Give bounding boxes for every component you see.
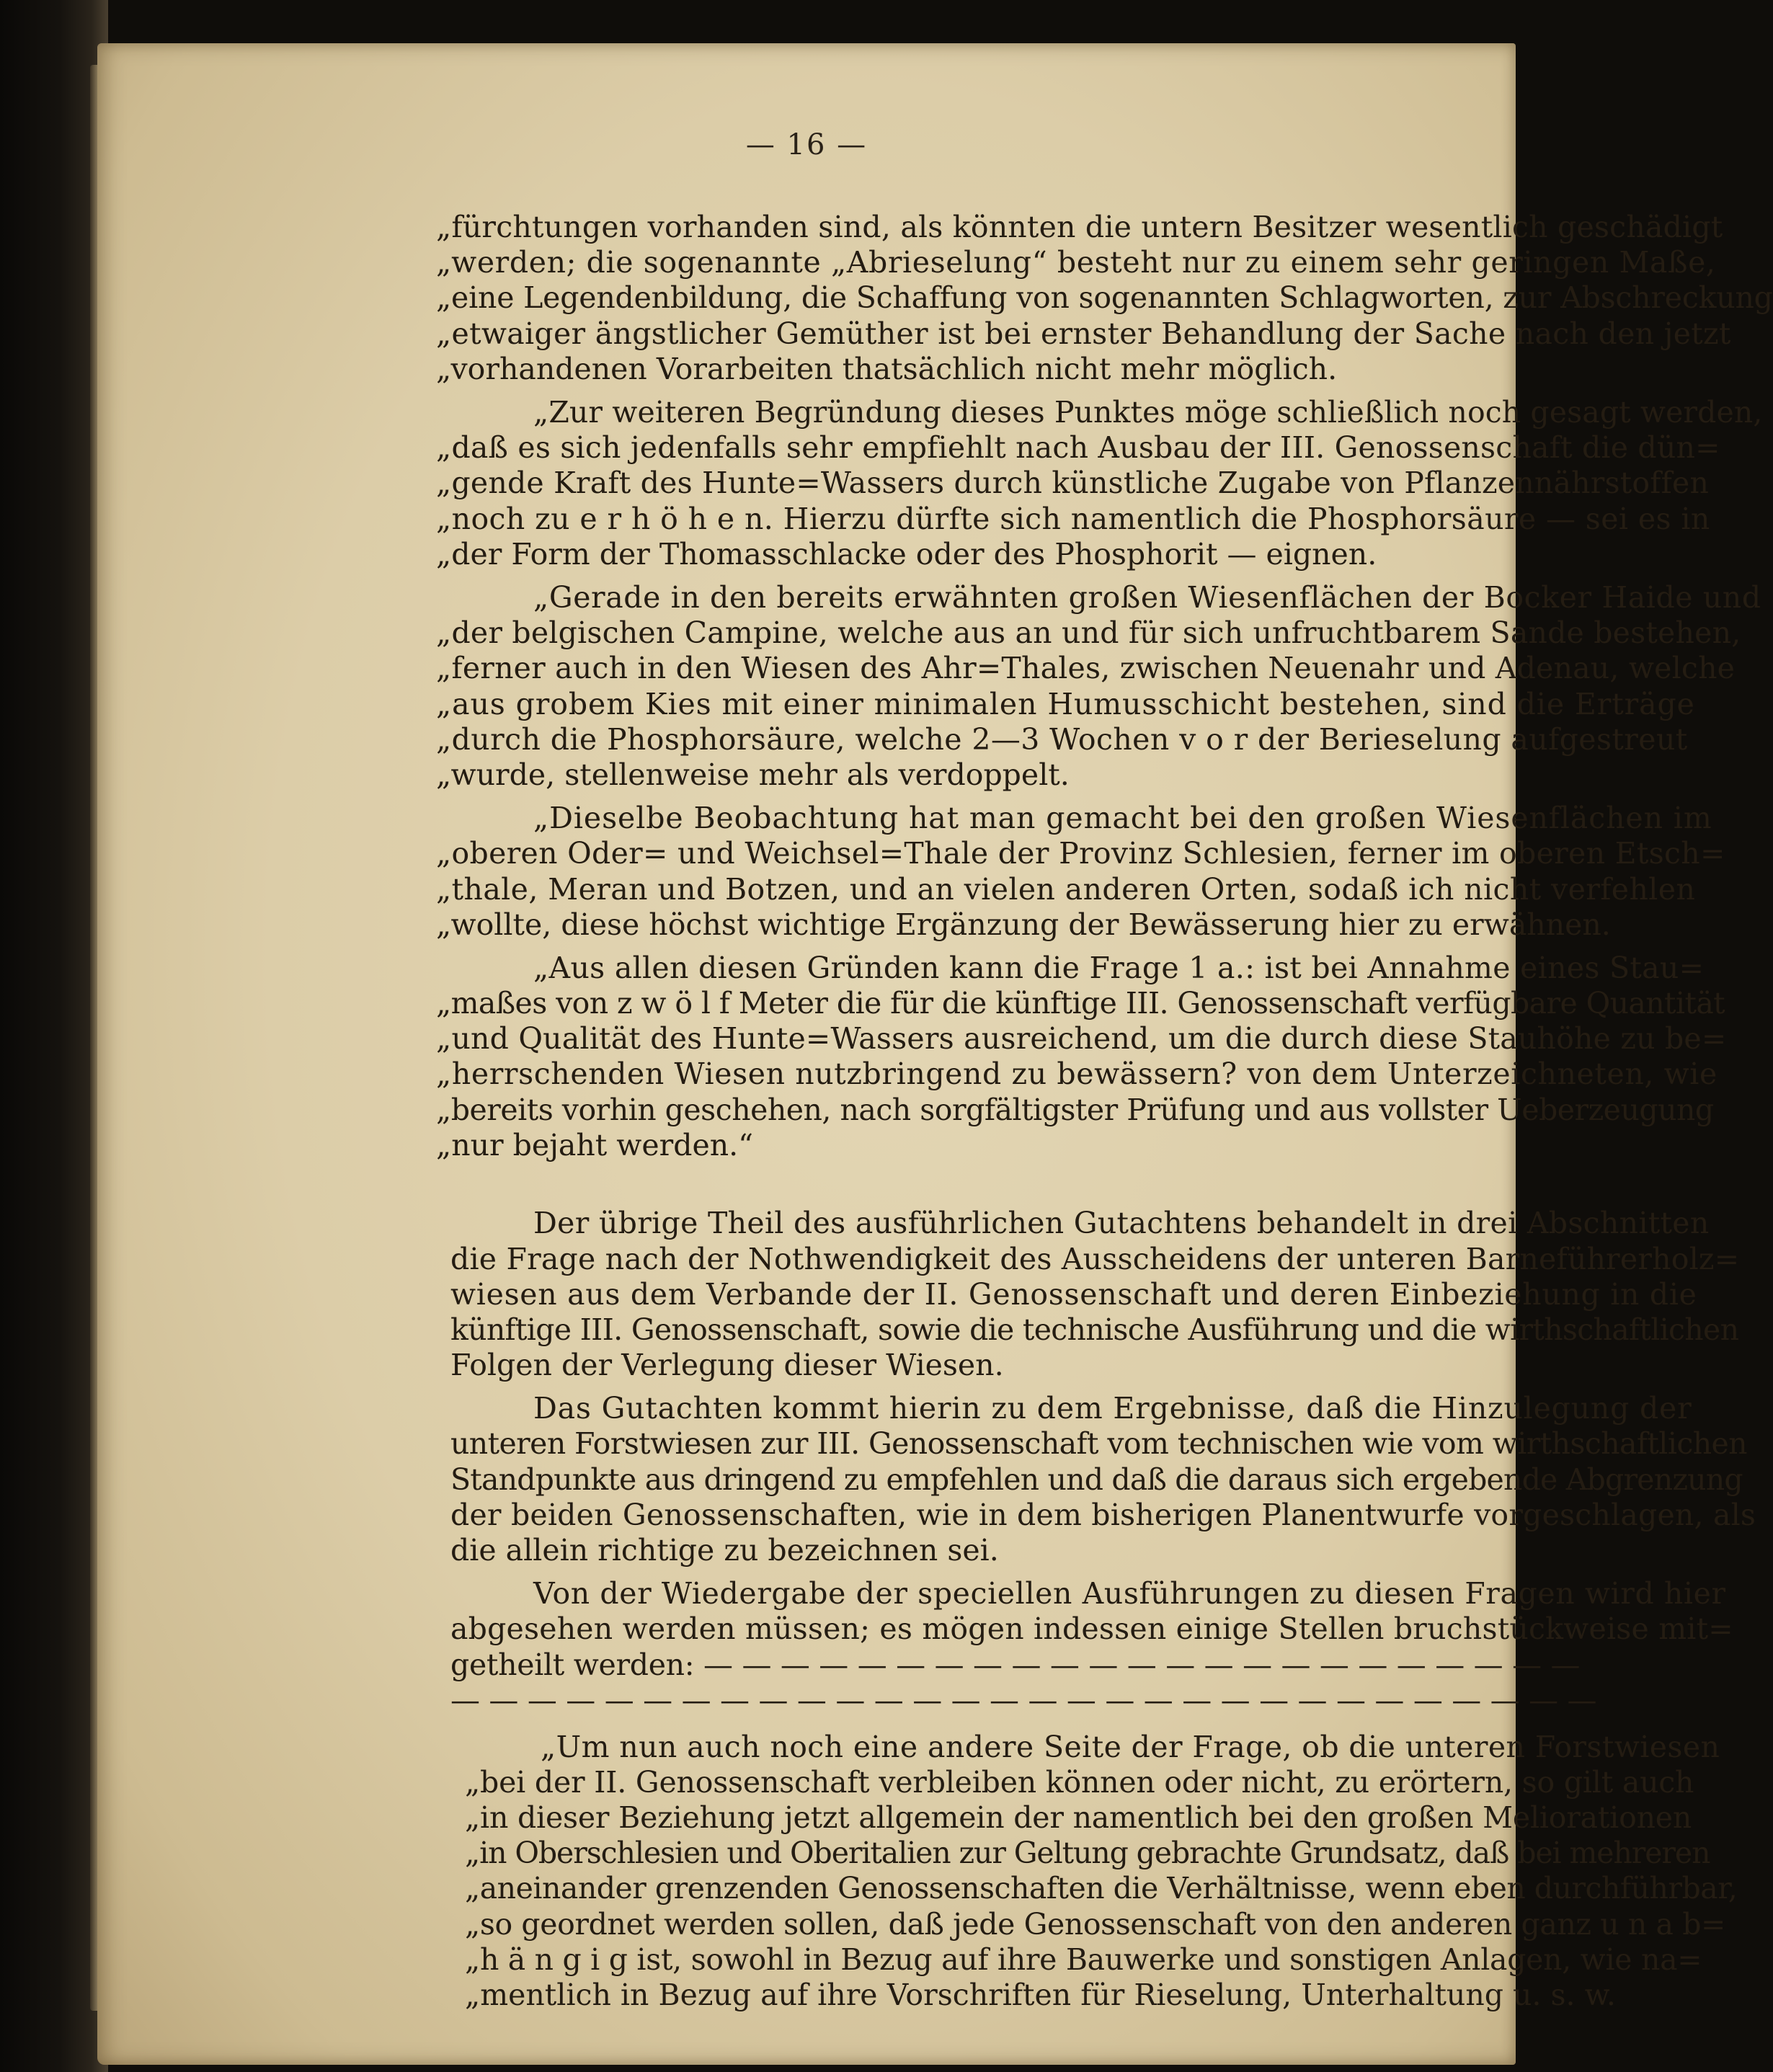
text-line: getheilt werden: — — — — — — — — — — — — — — — — — — — — — — — bbox=[450, 1647, 1581, 1682]
text-line: „in Oberschlesien und Oberitalien zur Geltung gebrachte Grundsatz, daß bei mehreren bbox=[465, 1836, 1710, 1871]
text-line: „Aus allen diesen Gründen kann die Frage 1 a.: ist bei Annahme eines Stau= bbox=[533, 950, 1705, 985]
page-number: — 16 — bbox=[745, 128, 868, 161]
text-line: „der belgischen Campine, welche aus an und für sich unfruchtbarem Sande bestehen, bbox=[436, 615, 1741, 651]
text-line: die Frage nach der Nothwendigkeit des Ausscheidens der unteren Barneführerholz= bbox=[450, 1241, 1740, 1276]
text-line: „oberen Oder= und Weichsel=Thale der Provinz Schlesien, ferner im oberen Etsch= bbox=[436, 836, 1725, 871]
text-line: „thale, Meran und Botzen, und an vielen anderen Orten, sodaß ich nicht verfehlen bbox=[436, 871, 1696, 907]
text-line: „gende Kraft des Hunte=Wassers durch künstliche Zugabe von Pflanzennährstoffen bbox=[436, 466, 1710, 501]
text-line: die allein richtige zu bezeichnen sei. bbox=[450, 1533, 999, 1568]
text-line: „noch zu e r h ö h e n. Hierzu dürfte sich namentlich die Phosphorsäure — sei es in bbox=[436, 501, 1710, 536]
text-line: „so geordnet werden sollen, daß jede Genossenschaft von den anderen ganz u n a b= bbox=[465, 1906, 1725, 1942]
text-line: „Dieselbe Beobachtung hat man gemacht bei den großen Wiesenflächen im bbox=[533, 801, 1712, 836]
text-line: „nur bejaht werden.“ bbox=[436, 1127, 754, 1162]
text-line: „ferner auch in den Wiesen des Ahr=Thales, zwischen Neuenahr und Adenau, welche bbox=[436, 651, 1736, 686]
text-line: „aus grobem Kies mit einer minimalen Humusschicht bestehen, sind die Erträge bbox=[436, 686, 1695, 721]
text-line: — — — — — — — — — — — — — — — — — — — — — — — — — — — — — — bbox=[450, 1682, 1597, 1717]
text-line: „fürchtungen vorhanden sind, als könnten die untern Besitzer wesentlich geschädigt bbox=[436, 210, 1723, 244]
text-line: „durch die Phosphorsäure, welche 2—3 Wochen v o r der Berieselung aufgestreut bbox=[436, 721, 1688, 757]
text-line: abgesehen werden müssen; es mögen indessen einige Stellen bruchstückweise mit= bbox=[450, 1611, 1733, 1647]
text-line: „werden; die sogenannte „Abrieselung“ besteht nur zu einem sehr geringen Maße, bbox=[436, 245, 1716, 280]
text-line: Das Gutachten kommt hierin zu dem Ergebnisse, daß die Hinzulegung der bbox=[533, 1391, 1692, 1426]
text-line: „wurde, stellenweise mehr als verdoppelt. bbox=[436, 757, 1070, 792]
text-line: Von der Wiedergabe der speciellen Ausführungen zu diesen Fragen wird hier bbox=[533, 1576, 1726, 1611]
text-line: „und Qualität des Hunte=Wassers ausreichend, um die durch diese Stauhöhe zu be= bbox=[436, 1021, 1727, 1057]
text-line: „mentlich in Bezug auf ihre Vorschriften für Rieselung, Unterhaltung u. s. w. bbox=[465, 1978, 1616, 2012]
text-line: „herrschenden Wiesen nutzbringend zu bewässern? von dem Unterzeichneten, wie bbox=[436, 1057, 1718, 1092]
text-line: Folgen der Verlegung dieser Wiesen. bbox=[450, 1348, 1004, 1383]
text-line: „vorhandenen Vorarbeiten thatsächlich nicht mehr möglich. bbox=[436, 351, 1338, 386]
text-line: „Um nun auch noch eine andere Seite der Frage, ob die unteren Forstwiesen bbox=[541, 1729, 1720, 1764]
text-line: unteren Forstwiesen zur III. Genossenschaft vom technischen wie vom wirthschaftlichen bbox=[450, 1426, 1747, 1462]
text-line: „bei der II. Genossenschaft verbleiben können oder nicht, zu erörtern, so gilt auch bbox=[465, 1764, 1694, 1800]
text-line: „der Form der Thomasschlacke oder des Phosphorit — eignen. bbox=[436, 536, 1377, 572]
text-line: der beiden Genossenschaften, wie in dem bisherigen Planentwurfe vorgeschlagen, als bbox=[450, 1497, 1756, 1532]
text-line: künftige III. Genossenschaft, sowie die technische Ausführung und die wirthschaftlichen bbox=[450, 1312, 1739, 1347]
text-line: „Zur weiteren Begründung dieses Punktes möge schließlich noch gesagt werden, bbox=[533, 394, 1763, 430]
text-line: „Gerade in den bereits erwähnten großen Wiesenflächen der Bocker Haide und bbox=[533, 579, 1761, 615]
text-line: „etwaiger ängstlicher Gemüther ist bei ernster Behandlung der Sache nach den jetzt bbox=[436, 316, 1731, 351]
text-line: Standpunkte aus dringend zu empfehlen und daß die daraus sich ergebende Abgrenzung bbox=[450, 1462, 1743, 1497]
text-line: „h ä n g i g ist, sowohl in Bezug auf ihre Bauwerke und sonstigen Anlagen, wie na= bbox=[465, 1942, 1702, 1977]
text-line: „bereits vorhin geschehen, nach sorgfältigster Prüfung und aus vollster Ueberzeugung bbox=[436, 1092, 1714, 1127]
text-line: wiesen aus dem Verbande der II. Genossenschaft und deren Einbeziehung in die bbox=[450, 1276, 1697, 1312]
text-line: „in dieser Beziehung jetzt allgemein der namentlich bei den großen Meliorationen bbox=[465, 1800, 1692, 1835]
book-page bbox=[97, 43, 1773, 2065]
text-line: „eine Legendenbildung, die Schaffung von sogenannten Schlagworten, zur Abschreckung bbox=[436, 280, 1773, 316]
text-line: „wollte, diese höchst wichtige Ergänzung der Bewässerung hier zu erwähnen. bbox=[436, 907, 1611, 942]
text-line: „maßes von z w ö l f Meter die für die künftige III. Genossenschaft verfügbare Quantität bbox=[436, 986, 1725, 1021]
text-line: „aneinander grenzenden Genossenschaften die Verhältnisse, wenn eben durchführbar, bbox=[465, 1871, 1738, 1906]
text-line: Der übrige Theil des ausführlichen Gutachtens behandelt in drei Abschnitten bbox=[533, 1206, 1710, 1241]
text-line: „daß es sich jedenfalls sehr empfiehlt nach Ausbau der III. Genossenschaft die dün= bbox=[436, 430, 1720, 466]
